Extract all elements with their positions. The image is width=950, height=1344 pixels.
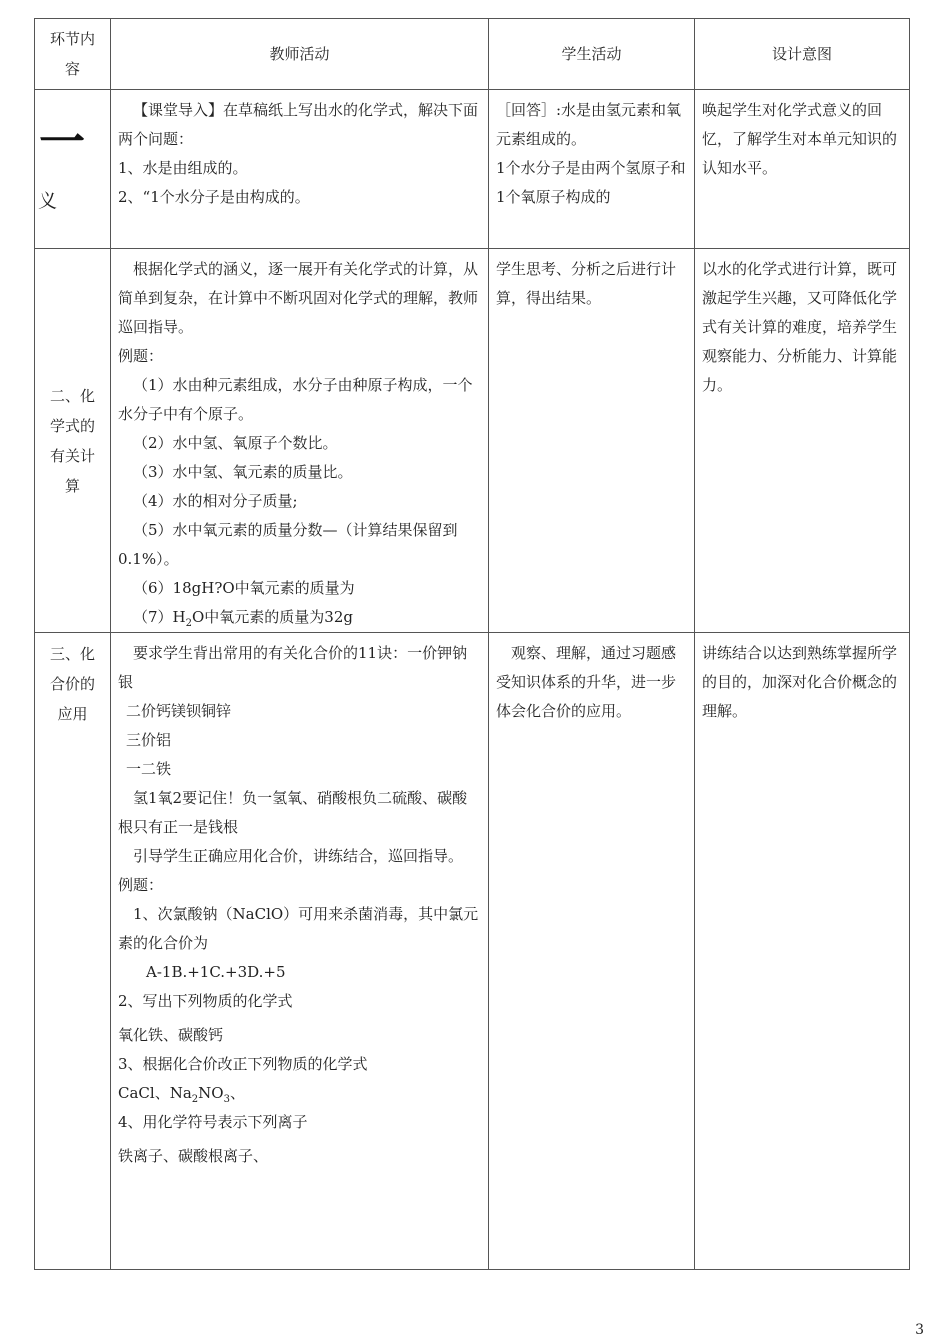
header-stage: 环节内容 xyxy=(35,19,111,90)
teacher-line: 三价铝 xyxy=(126,731,172,749)
example-label: 例题： xyxy=(118,876,164,894)
stage-cell-2 xyxy=(35,249,111,633)
question: （6）18gH?O中氧元素的质量为 xyxy=(133,579,355,597)
row-intro xyxy=(35,90,910,249)
teacher-cell-3 xyxy=(111,633,489,1270)
teacher-line: 1、水是由组成的。 xyxy=(118,159,248,177)
stage-partial: 义 xyxy=(38,190,58,212)
exercise: 3、根据化合价改正下列物质的化学式 xyxy=(118,1055,368,1073)
header-student: 学生活动 xyxy=(489,19,695,90)
exercise-options: A-1B.+1C.+3D.+5 xyxy=(146,963,286,981)
header-teacher: 教师活动 xyxy=(111,19,489,90)
student-text: 观察、理解，通过习题感受知识体系的升华，进一步体会化合价的应用。 xyxy=(496,644,677,720)
teacher-line: 氢1氧2要记住！负一氢氧、硝酸根负二硫酸、碳酸根只有正一是钱根 xyxy=(118,789,468,836)
exercise: 1、次氯酸钠（NaClO）可用来杀菌消毒，其中氯元素的化合价为 xyxy=(118,905,479,952)
exercise: 4、用化学符号表示下列离子 xyxy=(118,1113,308,1131)
intent-text: 以水的化学式进行计算，既可激起学生兴趣，又可降低化学式有关计算的难度，培养学生观察能力、分析能力、计算能力。 xyxy=(702,260,898,394)
stage-cell-3 xyxy=(35,633,111,1270)
teacher-intro: 根据化学式的涵义，逐一展开有关化学式的计算，从简单到复杂，在计算中不断巩固对化学式的理解，教师巡回指导。 xyxy=(118,260,479,336)
student-cell-2 xyxy=(489,249,695,633)
question: （4）水的相对分子质量; xyxy=(133,492,298,510)
question: （1）水由种元素组成，水分子由种原子构成，一个水分子中有个原子。 xyxy=(118,376,473,423)
intent-cell-2 xyxy=(695,249,910,633)
teacher-line: 二价钙镁钡铜锌 xyxy=(126,702,232,720)
teacher-cell-2 xyxy=(111,249,489,633)
question: （3）水中氢、氧元素的质量比。 xyxy=(133,463,353,481)
question: （2）水中氢、氧原子个数比。 xyxy=(133,434,338,452)
student-line: ［回答］:水是由氢元素和氧元素组成的。 xyxy=(496,101,682,148)
student-line: 1个水分子是由两个氢原子和1个氧原子构成的 xyxy=(496,159,686,206)
header-row xyxy=(35,19,910,90)
teacher-line: 【课堂导入】在草稿纸上写出水的化学式，解决下面两个问题： xyxy=(118,101,479,148)
intent-cell-1 xyxy=(695,90,910,249)
teacher-line: 要求学生背出常用的有关化合价的11诀：一价钾钠银 xyxy=(118,644,468,691)
student-cell-3 xyxy=(489,633,695,1270)
teacher-line: 一二铁 xyxy=(126,760,172,778)
exercise-items: 铁离子、碳酸根离子、 xyxy=(118,1147,269,1165)
header-intent: 设计意图 xyxy=(695,19,910,90)
row-formula-calc xyxy=(35,249,910,633)
exercise: 2、写出下列物质的化学式 xyxy=(118,992,293,1010)
student-cell-1 xyxy=(489,90,695,249)
student-text: 学生思考、分析之后进行计算，得出结果。 xyxy=(496,260,677,307)
exercise-items: 氧化铁、碳酸钙 xyxy=(118,1026,224,1044)
intent-text: 讲练结合以达到熟练掌握所学的目的，加深对化合价概念的理解。 xyxy=(702,644,898,720)
exercise-items: CaCl、$Na_2NO_3$、 xyxy=(118,1084,245,1105)
row-valence xyxy=(35,633,910,1270)
teacher-line: 2、“1个水分子是由构成的。 xyxy=(118,188,310,206)
teacher-cell-1 xyxy=(111,90,489,249)
lesson-plan-table xyxy=(34,18,910,1270)
stage-label: 三、化合价的应用 xyxy=(49,645,95,723)
stage-mark: 一 xyxy=(39,115,85,169)
intent-cell-3 xyxy=(695,633,910,1270)
stage-cell-1 xyxy=(35,90,111,249)
example-label: 例题： xyxy=(118,347,164,365)
question: $(7)H_2O$中氧元素的质量为32g xyxy=(133,608,353,629)
teacher-line: 引导学生正确应用化合价，讲练结合，巡回指导。 xyxy=(133,847,464,865)
page-number: 3 xyxy=(915,1322,924,1338)
intent-text: 唤起学生对化学式意义的回忆，了解学生对本单元知识的认知水平。 xyxy=(702,101,898,177)
stage-label: 二、化学式的有关计算 xyxy=(49,386,95,495)
question: （5）水中氧元素的质量分数—（计算结果保留到0.1%）。 xyxy=(118,521,458,568)
